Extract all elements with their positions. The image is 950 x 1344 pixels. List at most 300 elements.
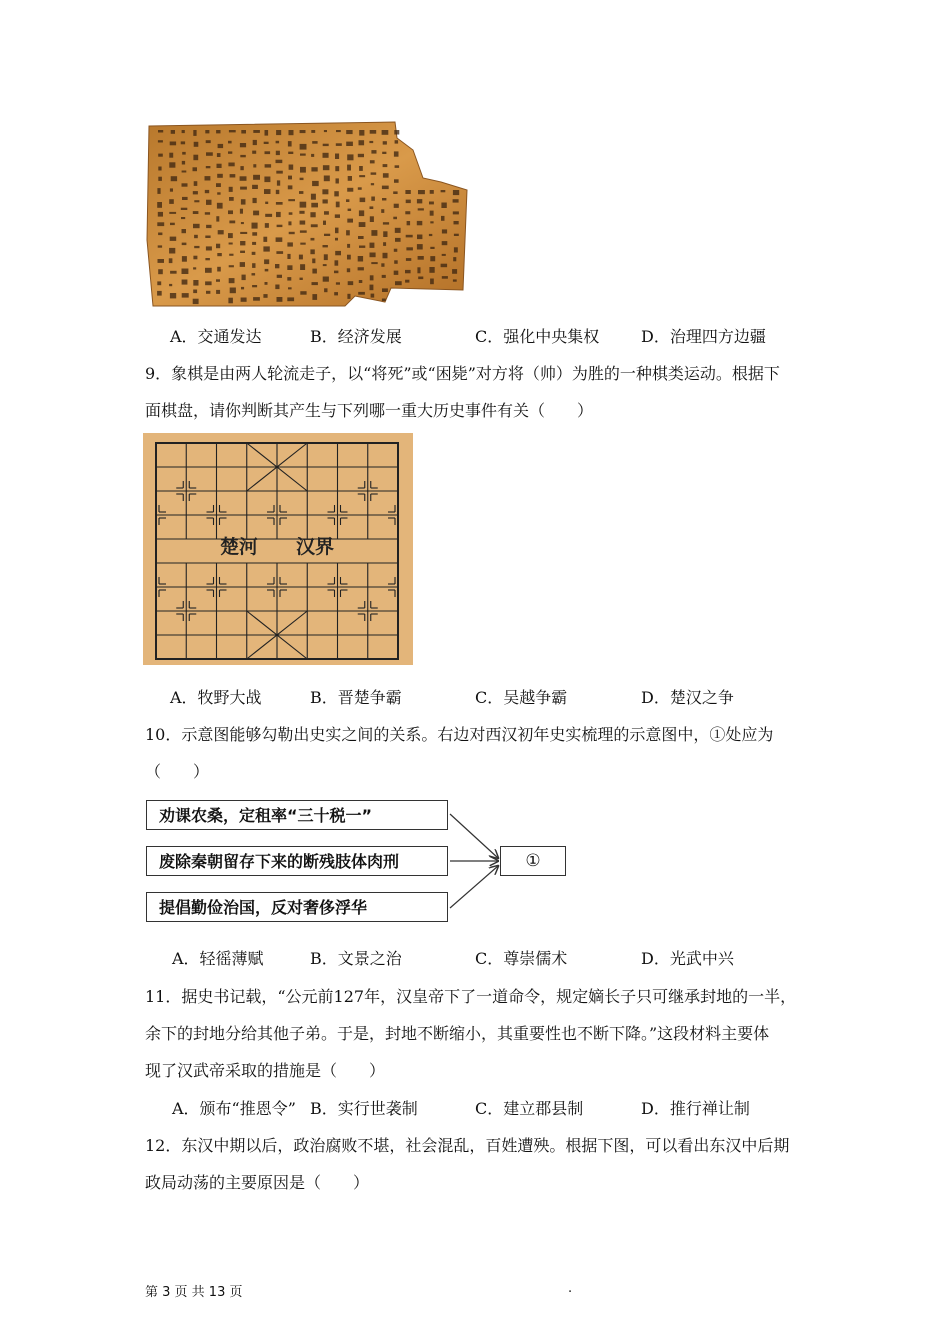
- slip-glyph: [300, 202, 307, 208]
- slip-glyph: [169, 212, 176, 214]
- slip-glyph: [217, 253, 222, 256]
- bamboo-slip-image: [145, 120, 470, 308]
- slip-glyph: [252, 273, 256, 275]
- slip-glyph: [323, 144, 329, 146]
- slip-glyph: [242, 275, 246, 281]
- slip-glyph: [206, 246, 212, 250]
- slip-glyph: [347, 188, 353, 192]
- slip-glyph: [394, 249, 398, 252]
- slip-glyph: [395, 140, 399, 143]
- slip-glyph: [170, 188, 173, 191]
- slip-glyph: [265, 164, 272, 167]
- slip-glyph: [312, 269, 317, 274]
- q12-stem-line1: 12．东汉中期以后，政治腐败不堪，社会混乱，百姓遭殃。根据下图，可以看出东汉中后期: [145, 1136, 790, 1155]
- slip-glyph: [158, 140, 163, 142]
- slip-glyph: [418, 208, 424, 210]
- q10-option-a[interactable]: A．轻徭薄赋: [172, 949, 264, 968]
- slip-glyph: [382, 130, 389, 135]
- slip-glyph: [359, 166, 363, 171]
- slip-glyph: [382, 186, 389, 190]
- slip-glyph: [371, 183, 374, 185]
- slip-glyph: [358, 256, 363, 262]
- slip-glyph: [393, 217, 397, 220]
- slip-glyph: [300, 130, 306, 133]
- slip-glyph: [311, 167, 317, 171]
- slip-glyph: [240, 209, 243, 214]
- slip-glyph: [169, 162, 175, 167]
- diagram-box-2: 废除秦朝留存下来的断残肢体肉刑: [146, 846, 448, 876]
- slip-glyph: [335, 228, 339, 234]
- slip-glyph: [358, 292, 365, 295]
- q10-option-d[interactable]: D．光武中兴: [641, 949, 734, 968]
- slip-glyph: [157, 202, 162, 208]
- slip-glyph: [169, 248, 175, 254]
- slip-glyph: [311, 224, 318, 227]
- slip-glyph: [288, 185, 293, 189]
- q11-option-d[interactable]: D．推行禅让制: [641, 1099, 750, 1118]
- q9-option-a[interactable]: A．牧野大战: [170, 688, 262, 707]
- footer-dot: .: [568, 1281, 573, 1296]
- slip-glyph: [157, 281, 161, 285]
- slip-glyph: [407, 221, 411, 225]
- slip-glyph: [336, 143, 342, 146]
- slip-glyph: [311, 194, 316, 200]
- slip-glyph: [216, 216, 219, 221]
- slip-glyph: [277, 297, 283, 302]
- slip-glyph: [324, 288, 327, 292]
- slip-glyph: [277, 225, 283, 227]
- slip-glyph: [347, 244, 350, 248]
- slip-glyph: [336, 282, 340, 284]
- slip-glyph: [158, 212, 163, 217]
- slip-glyph: [240, 187, 247, 190]
- slip-glyph: [229, 221, 235, 224]
- slip-glyph: [311, 238, 315, 241]
- slip-glyph: [370, 275, 374, 280]
- slip-glyph: [182, 293, 189, 298]
- slip-glyph: [206, 200, 212, 205]
- slip-glyph: [310, 249, 314, 254]
- slip-glyph: [181, 208, 188, 210]
- slip-glyph: [359, 222, 366, 227]
- slip-glyph: [205, 176, 211, 180]
- river-label: 楚河 汉界: [219, 536, 335, 558]
- slip-glyph: [240, 251, 245, 253]
- slip-glyph: [453, 190, 459, 195]
- slip-glyph: [276, 151, 280, 155]
- q9-option-d[interactable]: D．楚汉之争: [641, 688, 734, 707]
- slip-glyph: [240, 176, 247, 181]
- diagram-arrows: [448, 800, 508, 925]
- slip-glyph: [216, 290, 220, 294]
- slip-glyph: [169, 153, 173, 158]
- slip-glyph: [383, 164, 388, 167]
- slip-glyph: [275, 264, 279, 268]
- slip-glyph: [370, 243, 375, 248]
- slip-glyph: [228, 298, 233, 304]
- slip-glyph: [276, 160, 283, 163]
- slip-glyph: [383, 242, 386, 246]
- slip-glyph: [418, 256, 424, 260]
- slip-glyph: [229, 278, 235, 283]
- slip-glyph: [205, 236, 210, 239]
- slip-glyph: [217, 192, 220, 194]
- slip-glyph: [371, 150, 376, 154]
- slip-glyph: [276, 202, 283, 205]
- slip-glyph: [158, 154, 163, 157]
- slip-glyph: [264, 142, 269, 144]
- q11-stem-line3: 现了汉武帝采取的措施是（ ）: [145, 1061, 386, 1080]
- slip-glyph: [323, 199, 328, 203]
- slip-glyph: [394, 151, 399, 156]
- slip-glyph: [217, 174, 223, 178]
- slip-glyph: [241, 130, 246, 134]
- slip-glyph: [429, 202, 434, 205]
- slip-glyph: [158, 245, 162, 247]
- q11-option-a[interactable]: A．颁布“推恩令”: [172, 1099, 296, 1118]
- slip-glyph: [394, 204, 399, 208]
- slip-glyph: [334, 271, 338, 274]
- slip-glyph: [300, 278, 303, 280]
- slip-glyph: [265, 223, 269, 228]
- slip-glyph: [158, 269, 163, 274]
- slip-glyph: [383, 253, 388, 258]
- slip-glyph: [312, 141, 317, 144]
- slip-glyph: [324, 130, 327, 132]
- slip-glyph: [229, 265, 234, 267]
- slip-glyph: [300, 264, 305, 270]
- q8-option-b[interactable]: B．经济发展: [310, 327, 402, 346]
- slip-glyph: [359, 280, 363, 283]
- slip-glyph: [371, 230, 377, 236]
- slip-glyph: [182, 171, 187, 173]
- slip-glyph: [359, 130, 364, 136]
- slip-glyph: [216, 279, 220, 282]
- slip-glyph: [359, 175, 365, 177]
- slip-glyph: [300, 144, 307, 150]
- slip-glyph: [299, 211, 304, 214]
- slip-glyph: [382, 152, 386, 154]
- slip-glyph: [358, 154, 364, 157]
- slip-glyph: [287, 297, 294, 301]
- slip-glyph: [323, 245, 328, 247]
- slip-glyph: [193, 290, 197, 294]
- slip-glyph: [205, 268, 212, 273]
- slip-glyph: [171, 130, 175, 134]
- slip-glyph: [265, 282, 268, 285]
- slip-glyph: [359, 246, 365, 248]
- slip-glyph: [335, 260, 339, 265]
- slip-glyph: [228, 233, 233, 238]
- slip-glyph: [205, 190, 209, 193]
- slip-glyph: [182, 269, 189, 275]
- slip-glyph: [429, 267, 434, 273]
- slip-glyph: [182, 280, 188, 285]
- slip-glyph: [194, 235, 198, 238]
- slip-glyph: [228, 210, 233, 214]
- slip-glyph: [230, 288, 236, 294]
- q8-option-a[interactable]: A．交通发达: [170, 327, 262, 346]
- slip-glyph: [240, 241, 245, 245]
- slip-glyph: [453, 211, 459, 214]
- slip-glyph: [417, 199, 422, 203]
- slip-glyph: [441, 203, 446, 209]
- slip-glyph: [323, 165, 330, 170]
- slip-glyph: [265, 214, 272, 217]
- slip-glyph: [216, 130, 220, 133]
- slip-glyph: [441, 216, 445, 221]
- slip-glyph: [371, 197, 375, 201]
- q8-option-c[interactable]: C．强化中央集权: [475, 327, 600, 346]
- slip-glyph: [181, 141, 185, 144]
- slip-glyph: [241, 298, 247, 302]
- slip-glyph: [240, 262, 245, 267]
- slip-glyph: [289, 130, 294, 135]
- slip-glyph: [289, 212, 293, 215]
- slip-glyph: [383, 222, 389, 224]
- q12-stem-line2: 政局动荡的主要原因是（ ）: [145, 1173, 370, 1192]
- slip-glyph: [442, 276, 448, 279]
- page-number: 第 3 页 共 13 页: [145, 1285, 243, 1300]
- slip-glyph: [193, 299, 199, 304]
- slip-glyph: [228, 141, 232, 144]
- slip-glyph: [381, 209, 384, 213]
- slip-glyph: [347, 294, 350, 299]
- slip-glyph: [205, 130, 209, 133]
- slip-glyph: [170, 223, 175, 225]
- slip-glyph: [359, 140, 365, 145]
- slip-glyph: [228, 151, 232, 153]
- slip-glyph: [193, 130, 196, 136]
- slip-glyph: [371, 262, 377, 264]
- slip-glyph: [253, 175, 260, 180]
- slip-glyph: [348, 176, 352, 181]
- slip-glyph: [311, 203, 318, 208]
- slip-glyph: [370, 216, 374, 222]
- slip-glyph: [310, 212, 315, 217]
- slip-glyph: [252, 223, 258, 229]
- q9-stem-line2: 面棋盘，请你判断其产生与下列哪一重大历史事件有关（ ）: [145, 401, 594, 420]
- slip-glyph: [240, 166, 243, 170]
- slip-glyph: [323, 221, 326, 225]
- slip-glyph: [299, 255, 303, 260]
- slip-glyph: [181, 217, 185, 219]
- slip-glyph: [300, 230, 307, 232]
- slip-glyph: [406, 258, 411, 261]
- slip-glyph: [453, 279, 457, 281]
- slip-glyph: [335, 251, 341, 255]
- slip-glyph: [358, 187, 362, 190]
- slip-glyph: [405, 270, 411, 273]
- slip-glyph: [300, 178, 304, 180]
- slip-glyph: [265, 269, 269, 272]
- slip-glyph: [288, 287, 292, 289]
- slip-glyph: [300, 167, 306, 173]
- slip-glyph: [442, 241, 448, 245]
- slip-glyph: [370, 253, 376, 258]
- q9-option-b[interactable]: B．晋楚争霸: [310, 688, 402, 707]
- slip-glyph: [217, 164, 222, 168]
- slip-glyph: [240, 232, 247, 234]
- slip-glyph: [194, 142, 199, 147]
- slip-glyph: [240, 143, 246, 147]
- slip-glyph: [371, 172, 377, 174]
- slip-glyph: [277, 180, 280, 185]
- slip-glyph: [335, 214, 340, 218]
- slip-glyph: [276, 171, 283, 174]
- slip-glyph: [241, 199, 246, 204]
- q11-option-b[interactable]: B．实行世袭制: [310, 1099, 418, 1118]
- slip-glyph: [287, 242, 293, 246]
- slip-glyph: [158, 167, 161, 171]
- slip-glyph: [288, 152, 293, 154]
- slip-glyph: [453, 199, 459, 202]
- slip-glyph: [348, 209, 352, 211]
- slip-glyph: [300, 291, 306, 295]
- slip-glyph: [276, 212, 281, 217]
- slip-glyph: [346, 230, 350, 235]
- slip-glyph: [430, 279, 434, 285]
- slip-glyph: [194, 200, 199, 202]
- slip-glyph: [241, 222, 244, 224]
- slip-glyph: [299, 191, 303, 194]
- slip-glyph: [277, 275, 282, 278]
- slip-glyph: [252, 263, 255, 268]
- slip-glyph: [394, 271, 399, 275]
- slip-glyph: [170, 271, 177, 274]
- slip-glyph: [169, 199, 174, 204]
- slip-glyph: [275, 285, 279, 290]
- slip-glyph: [230, 174, 236, 177]
- slip-glyph: [417, 267, 420, 273]
- slip-glyph: [265, 202, 268, 204]
- slip-glyph: [218, 144, 224, 148]
- slip-glyph: [442, 254, 446, 256]
- slip-glyph: [158, 130, 163, 133]
- slip-glyph: [312, 282, 318, 285]
- slip-glyph: [218, 230, 224, 234]
- slip-glyph: [193, 155, 198, 161]
- slip-glyph: [430, 211, 434, 216]
- slip-glyph: [276, 141, 280, 144]
- slip-glyph: [430, 256, 435, 261]
- slip-glyph: [253, 211, 259, 216]
- slip-glyph: [193, 191, 198, 194]
- q9-stem-line1: 9．象棋是由两人轮流走子，以“将死”或“困毙”对方将（帅）为胜的一种棋类运动。根据下: [145, 364, 780, 383]
- slip-glyph: [347, 154, 353, 160]
- slip-glyph: [194, 181, 198, 186]
- slip-glyph: [370, 206, 374, 209]
- slip-glyph: [182, 152, 186, 155]
- slip-glyph: [369, 141, 373, 143]
- slip-glyph: [276, 130, 281, 135]
- slip-glyph: [323, 153, 329, 158]
- slip-glyph: [323, 264, 327, 266]
- slip-glyph: [265, 151, 271, 154]
- slip-glyph: [454, 247, 458, 252]
- slip-glyph: [324, 211, 329, 215]
- slip-glyph: [348, 281, 354, 285]
- slip-glyph: [182, 130, 185, 133]
- slip-glyph: [454, 221, 459, 224]
- slip-glyph: [347, 255, 351, 260]
- slip-glyph: [288, 176, 292, 180]
- slip-glyph: [452, 269, 457, 274]
- slip-glyph: [358, 267, 364, 270]
- q8-option-d[interactable]: D．治理四方边疆: [641, 327, 766, 346]
- q11-stem-line1: 11．据史书记载，“公元前127年，汉皇帝下了一道命令，规定嫡长子只可继承封地的一半，: [145, 987, 797, 1006]
- slip-glyph: [205, 258, 210, 260]
- slip-glyph: [382, 288, 388, 292]
- slip-glyph: [430, 221, 433, 223]
- slip-glyph: [394, 260, 398, 264]
- slip-glyph: [336, 130, 341, 132]
- slip-glyph: [276, 237, 283, 242]
- q10-option-c[interactable]: C．尊崇儒术: [475, 949, 568, 968]
- slip-glyph: [300, 221, 306, 225]
- slip-glyph: [229, 187, 233, 192]
- slip-glyph: [193, 280, 198, 286]
- slip-glyph: [360, 198, 366, 203]
- slip-glyph: [289, 232, 295, 234]
- slip-glyph: [193, 211, 199, 214]
- slip-glyph: [383, 141, 387, 144]
- q10-option-b[interactable]: B．文景之治: [310, 949, 402, 968]
- slip-glyph: [217, 203, 223, 209]
- slip-glyph: [311, 154, 314, 157]
- q9-option-c[interactable]: C．吴越争霸: [475, 688, 568, 707]
- slip-glyph: [216, 244, 220, 249]
- slip-glyph: [288, 199, 295, 201]
- slip-glyph: [252, 252, 256, 255]
- slip-glyph: [406, 235, 413, 238]
- slip-glyph: [158, 177, 162, 181]
- slip-glyph: [217, 153, 221, 157]
- slip-glyph: [405, 211, 410, 214]
- slip-glyph: [206, 225, 211, 228]
- slip-glyph: [324, 234, 330, 236]
- slip-glyph: [417, 235, 422, 240]
- q11-option-c[interactable]: C．建立郡县制: [475, 1099, 584, 1118]
- slip-glyph: [324, 254, 328, 260]
- slip-glyph: [430, 190, 434, 194]
- slip-glyph: [287, 265, 292, 270]
- slip-glyph: [418, 190, 425, 194]
- slip-glyph: [334, 191, 339, 196]
- slip-glyph: [395, 281, 402, 285]
- slip-glyph: [335, 166, 339, 171]
- slip-glyph: [381, 263, 384, 267]
- slip-glyph: [276, 190, 280, 194]
- slip-glyph: [383, 173, 389, 178]
- slip-glyph: [253, 164, 256, 167]
- slip-glyph: [312, 181, 319, 186]
- slip-glyph: [371, 294, 375, 298]
- slip-glyph: [194, 246, 199, 248]
- slip-glyph: [182, 197, 188, 200]
- slip-glyph: [370, 285, 374, 291]
- slip-glyph: [405, 190, 410, 194]
- slip-glyph: [442, 229, 447, 233]
- slip-glyph: [441, 264, 448, 268]
- slip-glyph: [287, 277, 291, 281]
- slip-glyph: [288, 221, 291, 225]
- slip-glyph: [157, 188, 160, 194]
- slip-glyph: [171, 176, 177, 181]
- slip-glyph: [157, 291, 162, 296]
- slip-glyph: [252, 285, 257, 287]
- slip-glyph: [252, 151, 256, 154]
